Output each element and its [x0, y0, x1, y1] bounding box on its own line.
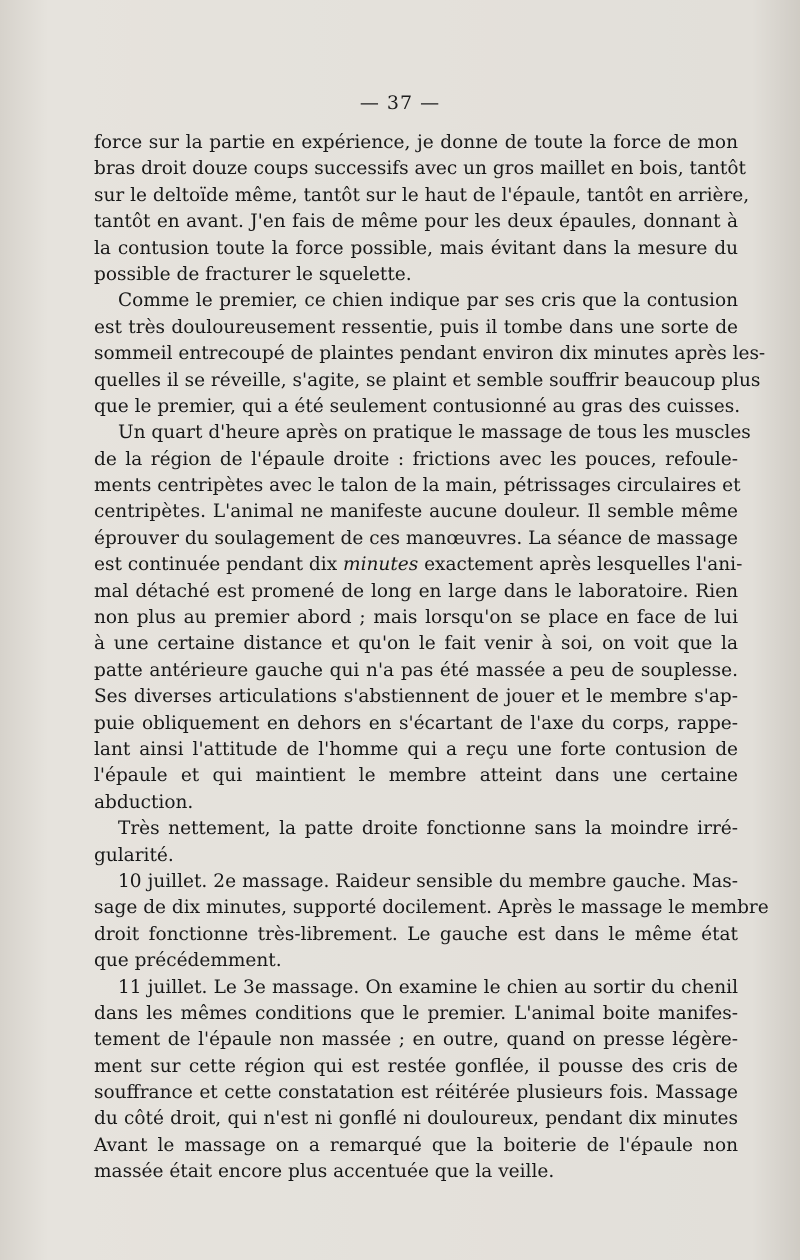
text-line: la contusion toute la force possible, mais évitant dans la mesure du [94, 237, 738, 259]
text-line: droit fonctionne très-librement. Le gauche est dans le même état [94, 923, 738, 945]
text-segment: est continuée pendant dix [94, 554, 338, 576]
text-line: 10 juillet. 2e massage. Raideur sensible du membre gauche. Mas- [118, 870, 738, 892]
text-line: Avant le massage on a remarqué que la boiterie de l'épaule non [94, 1134, 738, 1156]
text-line: que précédemment. [94, 950, 282, 972]
text-line: abduction. [94, 791, 194, 813]
text-line: que le premier, qui a été seulement contusionné au gras des cuisses. [94, 395, 741, 417]
text-line: 11 juillet. Le 3e massage. On examine le chien au sortir du chenil [118, 976, 738, 998]
text-line: quelles il se réveille, s'agite, se plaint et semble souffrir beaucoup plus [94, 369, 761, 391]
emphasized-word: minutes [343, 554, 419, 576]
text-line: mal détaché est promené de long en large dans le laboratoire. Rien [94, 580, 738, 602]
text-line: force sur la partie en expérience, je donne de toute la force de mon [94, 132, 738, 153]
text-line: sage de dix minutes, supporté docilement. Après le massage le membre [94, 897, 769, 919]
text-line: est très douloureusement ressentie, puis il tombe dans une sorte de [94, 316, 738, 338]
text-line: souffrance et cette constatation est réitérée plusieurs fois. Massage [94, 1082, 738, 1104]
text-line [94, 552, 743, 578]
text-line: centripètes. L'animal ne manifeste aucune douleur. Il semble même [94, 501, 738, 523]
text-line: ment sur cette région qui est restée gonflée, il pousse des cris de [94, 1055, 738, 1077]
text-line: gularité. [94, 844, 174, 866]
text-line: du côté droit, qui n'est ni gonflé ni douloureux, pendant dix minutes [94, 1108, 738, 1130]
text-line: à une certaine distance et qu'on le fait venir à soi, on voit que la [94, 633, 738, 655]
text-line: tantôt en avant. J'en fais de même pour les deux épaules, donnant à [94, 211, 738, 233]
page-number: — 37 — [359, 92, 441, 114]
text-line: patte antérieure gauche qui n'a pas été massée a peu de souplesse. [94, 659, 738, 681]
text-line: Comme le premier, ce chien indique par ses cris que la contusion [118, 290, 738, 312]
body-text [94, 130, 769, 1186]
text-line: possible de fracturer le squelette. [94, 263, 412, 285]
text-line: sur le deltoïde même, tantôt sur le haut de l'épaule, tantôt en arrière, [94, 184, 750, 206]
text-line: sommeil entrecoupé de plaintes pendant environ dix minutes après les- [94, 343, 766, 365]
text-line: non plus au premier abord ; mais lorsqu'on se place en face de lui [94, 607, 738, 629]
text-line: lant ainsi l'attitude de l'homme qui a reçu une forte contusion de [94, 738, 738, 760]
text-line: ments centripètes avec le talon de la main, pétrissages circulaires et [94, 475, 741, 497]
text-line: de la région de l'épaule droite : frictions avec les pouces, refoule- [94, 448, 738, 470]
text-line: bras droit douze coups successifs avec un gros maillet en bois, tantôt [94, 158, 746, 180]
text-line: tement de l'épaule non massée ; en outre, quand on presse légère- [94, 1029, 738, 1051]
text-line: Très nettement, la patte droite fonctionne sans la moindre irré- [118, 818, 738, 840]
text-line: l'épaule et qui maintient le membre atteint dans une certaine [94, 765, 738, 787]
text-segment: exactement après lesquelles l'ani- [424, 554, 743, 576]
text-line: puie obliquement en dehors en s'écartant de l'axe du corps, rappe- [94, 712, 738, 734]
text-line: massée était encore plus accentuée que la veille. [94, 1161, 555, 1183]
text-line: Un quart d'heure après on pratique le massage de tous les muscles [118, 422, 751, 444]
text-line: éprouver du soulagement de ces manœuvres. La séance de massage [94, 527, 738, 549]
text-line: dans les mêmes conditions que le premier. L'animal boite manifes- [94, 1002, 738, 1024]
text-line: Ses diverses articulations s'abstiennent de jouer et le membre s'ap- [94, 686, 738, 708]
